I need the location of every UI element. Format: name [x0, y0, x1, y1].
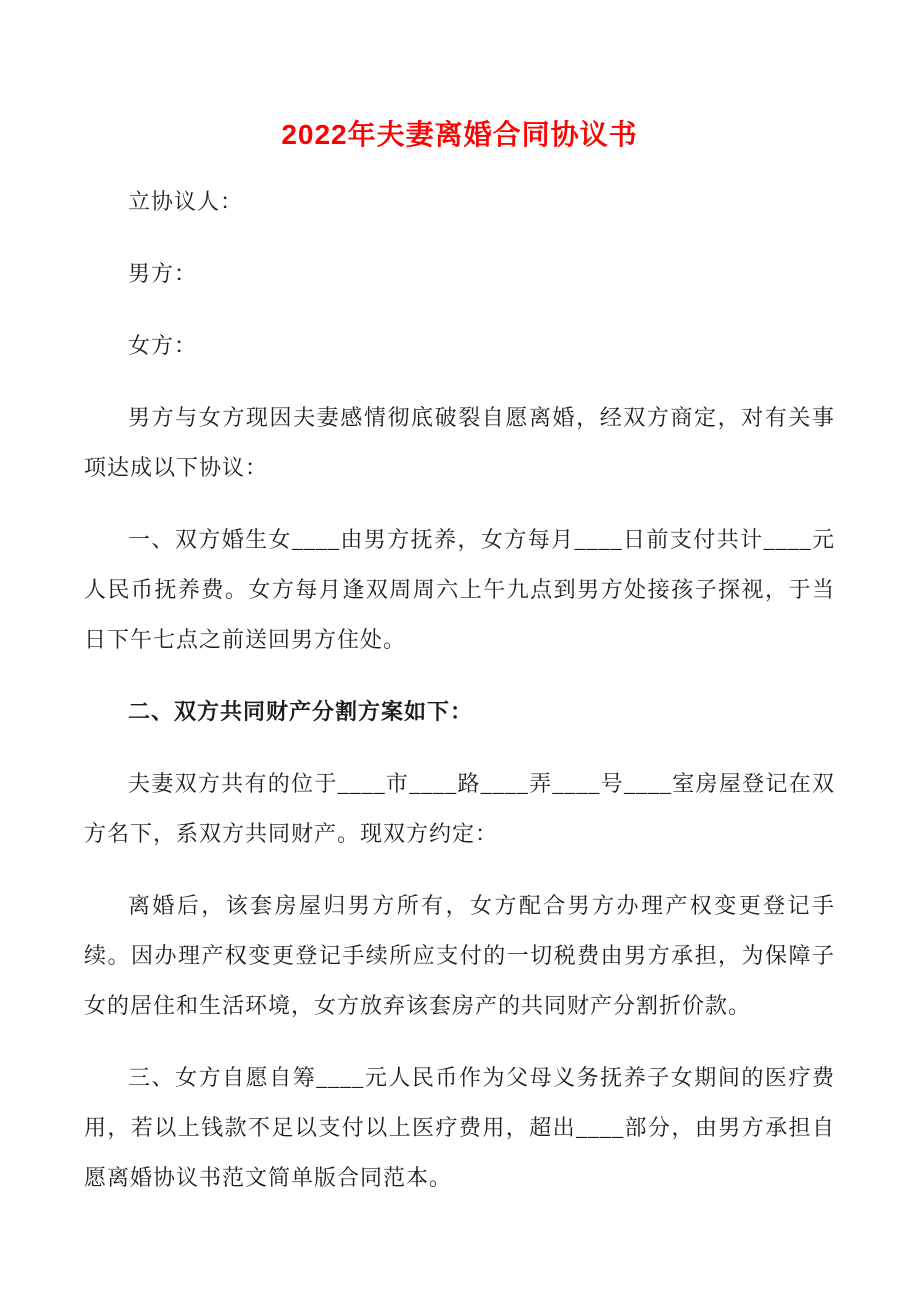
- paragraph: 一、双方婚生女____由男方抚养，女方每月____日前支付共计____元人民币抚养费。女方每月逢双周周六上午九点到男方处接孩子探视，于当日下午七点之前送回男方住处。: [84, 527, 835, 652]
- document-body: [84, 177, 835, 1203]
- paragraph: 三、女方自愿自筹____元人民币作为父母义务抚养子女期间的医疗费用，若以上钱款不足以支付以上医疗费用，超出____部分，由男方承担自愿离婚协议书范文简单版合同范本。: [84, 1065, 835, 1190]
- paragraph: 女方：: [128, 333, 198, 358]
- paragraph: 夫妻双方共有的位于____市____路____弄____号____室房屋登记在双方名下，系双方共同财产。现双方约定：: [84, 771, 835, 846]
- paragraph: 离婚后，该套房屋归男方所有，女方配合男方办理产权变更登记手续。因办理产权变更登记手续所应支付的一切税费由男方承担，为保障子女的居住和生活环境，女方放弃该套房产的共同财产分割折价款。: [84, 893, 835, 1018]
- paragraph: 男方与女方现因夫妻感情彻底破裂自愿离婚，经双方商定，对有关事项达成以下协议：: [84, 405, 835, 480]
- paragraph: 男方：: [128, 261, 198, 286]
- document-title: 2022年夫妻离婚合同协议书: [281, 119, 638, 150]
- paragraph: 立协议人：: [128, 189, 244, 214]
- paragraph: 二、双方共同财产分割方案如下：: [128, 699, 474, 724]
